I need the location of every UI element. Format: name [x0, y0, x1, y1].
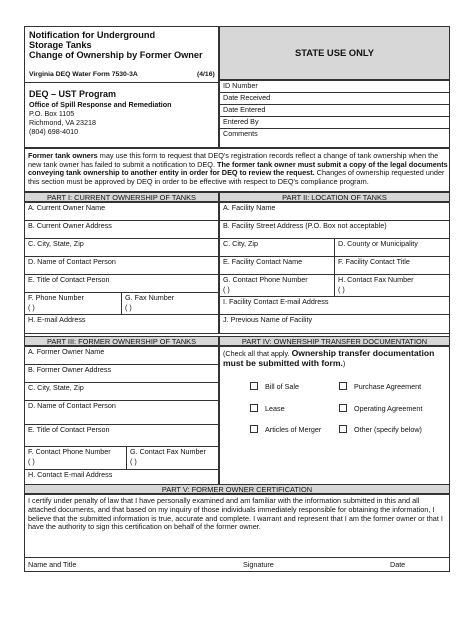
- current-fax-label: G. Fax Number: [125, 293, 175, 302]
- facility-contact-fax-field[interactable]: [334, 274, 450, 297]
- facility-name-field[interactable]: A. Facility Name: [219, 202, 450, 221]
- facility-contact-title-field[interactable]: F. Facility Contact Title: [334, 256, 450, 275]
- part-1-header: PART I: CURRENT OWNERSHIP OF TANKS: [24, 192, 219, 202]
- state-use-only-header: [219, 26, 450, 80]
- signature-line: [25, 557, 449, 558]
- part-5-header: PART V: FORMER OWNER CERTIFICATION: [24, 484, 450, 494]
- articles-of-merger-label: Articles of Merger: [265, 425, 322, 434]
- form-date: (4/16): [197, 71, 215, 78]
- intro-text-1: may use this form to request that DEQ's registration records reflect a change of tank ownership when the new tank owner has failed to submit a notification to DEQ.: [28, 151, 439, 169]
- certification-box: [24, 494, 450, 572]
- current-email-field[interactable]: H. E-mail Address: [24, 314, 219, 334]
- current-contact-title-field[interactable]: E. Title of Contact Person: [24, 274, 219, 293]
- former-contact-email-field[interactable]: H. Contact E-mail Address: [24, 469, 219, 485]
- program-name: DEQ – UST Program: [29, 89, 117, 99]
- form-number: Virginia DEQ Water Form 7530-3A: [29, 71, 138, 78]
- current-phone-label: F. Phone Number: [28, 293, 84, 302]
- lease-label: Lease: [265, 404, 285, 413]
- bill-of-sale-label: Bill of Sale: [265, 382, 299, 391]
- intro-lead: Former tank owners: [28, 151, 98, 160]
- transfer-instructions-bold-2: be submitted with form.: [243, 357, 343, 368]
- purchase-agreement-checkbox[interactable]: [339, 382, 347, 390]
- facility-contact-phone-parens: ( ): [223, 285, 230, 294]
- header-divider: [25, 82, 220, 83]
- facility-county-field[interactable]: D. County or Municipality: [334, 238, 450, 257]
- name-title-label: Name and Title: [28, 560, 77, 569]
- facility-city-field[interactable]: C. City, Zip: [219, 238, 335, 257]
- date-received-field[interactable]: Date Received: [219, 92, 450, 105]
- current-owner-name-field[interactable]: A. Current Owner Name: [24, 202, 219, 221]
- part-3-header: PART III: FORMER OWNERSHIP OF TANKS: [24, 336, 219, 346]
- signature-label: Signature: [243, 560, 274, 569]
- office-city: Richmond, VA 23218: [29, 118, 96, 127]
- former-owner-address-field[interactable]: B. Former Owner Address: [24, 364, 219, 383]
- current-fax-parens: ( ): [125, 303, 132, 312]
- former-contact-name-field[interactable]: D. Name of Contact Person: [24, 400, 219, 425]
- current-owner-city-field[interactable]: C. City, State, Zip: [24, 238, 219, 257]
- former-contact-fax-parens: ( ): [130, 457, 137, 466]
- facility-contact-fax-label: H. Contact Fax Number: [338, 275, 414, 284]
- po-box: P.O. Box 1105: [29, 109, 75, 118]
- bill-of-sale-checkbox[interactable]: [250, 382, 258, 390]
- transfer-instructions-prefix: (Check all that apply.: [223, 349, 292, 358]
- transfer-instructions: [223, 349, 447, 368]
- date-entered-field[interactable]: Date Entered: [219, 104, 450, 117]
- operating-agreement-label: Operating Agreement: [354, 404, 423, 413]
- former-owner-city-field[interactable]: C. City, State, Zip: [24, 382, 219, 401]
- comments-field[interactable]: Comments: [219, 128, 450, 148]
- current-fax-field[interactable]: [121, 292, 219, 315]
- part-4-header: PART IV: OWNERSHIP TRANSFER DOCUMENTATION: [219, 336, 450, 346]
- operating-agreement-checkbox[interactable]: [339, 404, 347, 412]
- facility-contact-phone-label: G. Contact Phone Number: [223, 275, 308, 284]
- date-label: Date: [390, 560, 406, 569]
- current-phone-parens: ( ): [28, 303, 35, 312]
- current-contact-name-field[interactable]: D. Name of Contact Person: [24, 256, 219, 275]
- transfer-instructions-bold: Ownership transfer documentation must: [223, 348, 435, 368]
- other-checkbox[interactable]: [339, 425, 347, 433]
- entered-by-field[interactable]: Entered By: [219, 116, 450, 129]
- previous-facility-name-field[interactable]: J. Previous Name of Facility: [219, 314, 450, 334]
- facility-contact-email-field[interactable]: I. Facility Contact E-mail Address: [219, 296, 450, 315]
- form-title-line-2: Storage Tanks: [29, 40, 92, 50]
- facility-contact-name-field[interactable]: E. Facility Contact Name: [219, 256, 335, 275]
- part-2-header: PART II: LOCATION OF TANKS: [219, 192, 450, 202]
- transfer-instructions-suffix: ): [342, 358, 346, 368]
- former-contact-phone-label: F. Contact Phone Number: [28, 447, 111, 456]
- form-title-line-3: Change of Ownership by Former Owner: [29, 50, 203, 60]
- intro-text-2: Changes of ownership requested under this section must be approved by DEQ in order to be effective with respect to DEQ's compliance program.: [28, 168, 445, 186]
- current-phone-field[interactable]: [24, 292, 122, 315]
- lease-checkbox[interactable]: [250, 404, 258, 412]
- other-label: Other (specify below): [354, 425, 422, 434]
- facility-contact-fax-parens: ( ): [338, 285, 345, 294]
- facility-address-field[interactable]: B. Facility Street Address (P.O. Box not acceptable): [219, 220, 450, 239]
- intro-paragraph: [28, 152, 448, 186]
- former-contact-fax-field[interactable]: [126, 446, 219, 470]
- purchase-agreement-label: Purchase Agreement: [354, 382, 422, 391]
- former-contact-title-field[interactable]: E. Title of Contact Person: [24, 424, 219, 447]
- id-number-field[interactable]: ID Number: [219, 80, 450, 93]
- former-contact-phone-parens: ( ): [28, 457, 35, 466]
- office-phone: (804) 698-4010: [29, 127, 79, 136]
- former-owner-name-field[interactable]: A. Former Owner Name: [24, 346, 219, 365]
- facility-contact-phone-field[interactable]: [219, 274, 335, 297]
- intro-bold: The former tank owner must submit a copy of the legal documents conveying tank ownership to another entity in order for DEQ to review the request.: [28, 159, 448, 178]
- articles-of-merger-checkbox[interactable]: [250, 425, 258, 433]
- current-owner-address-field[interactable]: B. Current Owner Address: [24, 220, 219, 239]
- former-contact-phone-field[interactable]: [24, 446, 127, 470]
- transfer-documentation-box: [219, 346, 450, 485]
- office-name: Office of Spill Response and Remediation: [29, 100, 172, 109]
- former-contact-fax-label: G. Contact Fax Number: [130, 447, 206, 456]
- form-header-box: [24, 26, 219, 148]
- intro-box: [24, 148, 450, 192]
- form-title-line-1: Notification for Underground: [29, 30, 156, 40]
- certification-statement: I certify under penalty of law that I have personally examined and am familiar with the information submitted in this and all attached documents, and that based on my inquiry of those individuals immediately responsible for obtaining the information, I believe that the submitted information is true, accurate and complete. I warrant and represent that I am the former owner or that I have the authority to sign this certification on behalf of the former owner.: [28, 496, 443, 532]
- state-use-only-title: STATE USE ONLY: [294, 47, 374, 58]
